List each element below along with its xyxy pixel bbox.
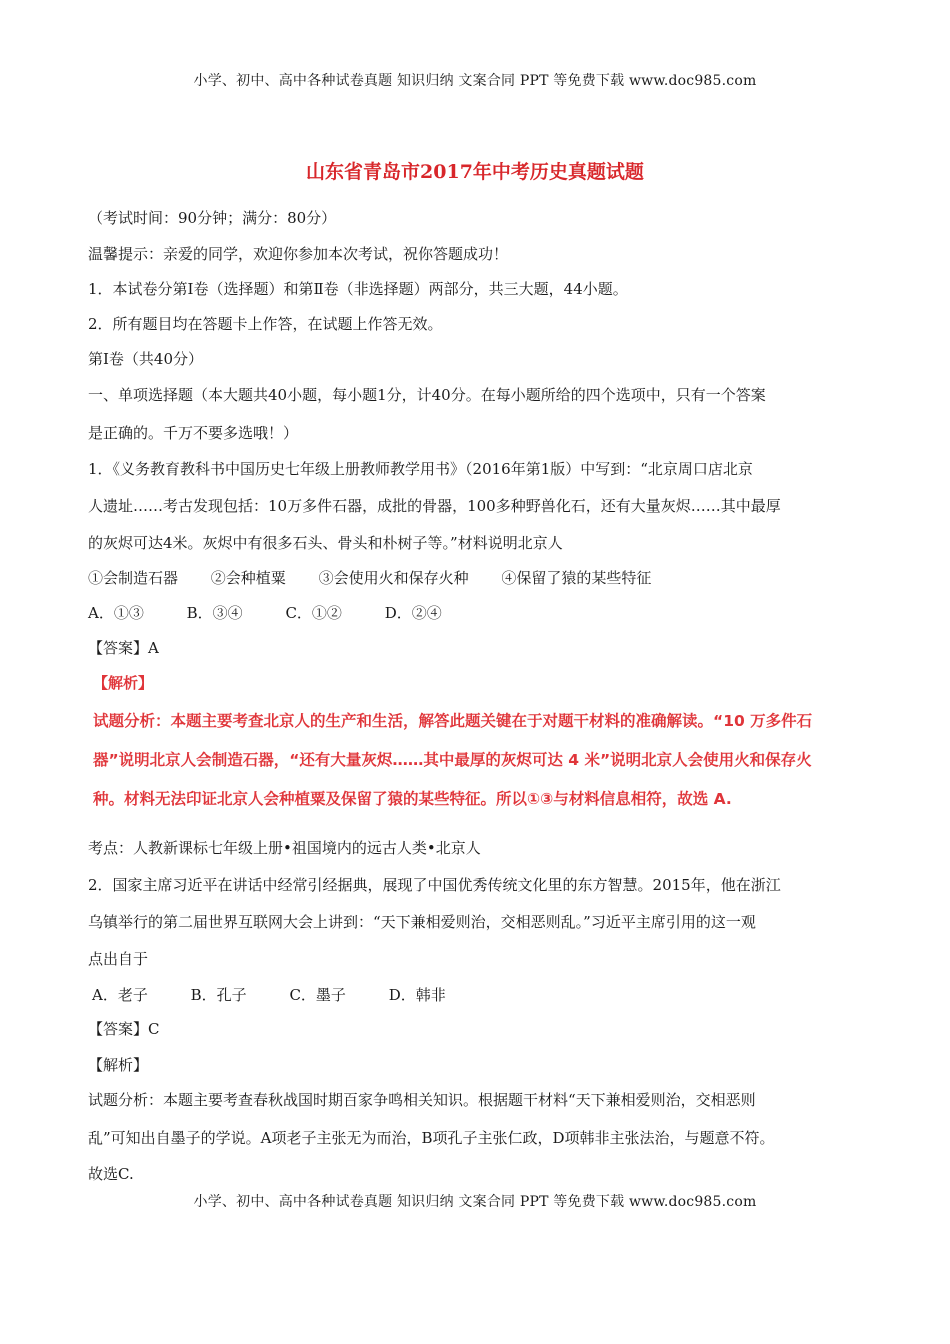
q2-options bbox=[92, 985, 882, 1005]
q1-choices bbox=[88, 568, 878, 588]
exam-info: （考试时间：90分钟；满分：80分） bbox=[88, 209, 337, 227]
q1-option-b: B．③④ bbox=[186, 604, 243, 622]
q2-analysis-line2: 乱”可知出自墨子的学说。A项老子主张无为而治，B项孔子主张仁政，D项韩非主张法治，与题意不符。 bbox=[88, 1129, 775, 1147]
q1-analysis-line2: 器”说明北京人会制造石器，“还有大量灰烬……其中最厚的灰烬可达 4 米”说明北京人会使用火和保存火 bbox=[93, 751, 812, 769]
q2-option-a: A．老子 bbox=[92, 986, 148, 1004]
page-footer: 小学、初中、高中各种试卷真题 知识归纳 文案合同 PPT 等免费下载 www.doc985.com bbox=[193, 1194, 757, 1210]
q1-stem-line3: 的灰烬可达4米。灰烬中有很多石头、骨头和朴树子等。”材料说明北京人 bbox=[88, 534, 563, 552]
part-heading: 第Ⅰ卷（共40分） bbox=[88, 350, 204, 368]
q1-analysis-line1: 试题分析：本题主要考查北京人的生产和生活，解答此题关键在于对题干材料的准确解读。“10 万多件石 bbox=[93, 712, 813, 730]
q1-stem-line1: 1．《义务教育教科书中国历史七年级上册教师教学用书》（2016年第1版）中写到：“北京周口店北京 bbox=[88, 460, 753, 478]
q2-analysis-line1: 试题分析：本题主要考查春秋战国时期百家争鸣相关知识。根据题干材料“天下兼相爱则治，交相恶则 bbox=[88, 1091, 756, 1109]
q2-option-d: D．韩非 bbox=[388, 986, 446, 1004]
q2-stem-line2: 乌镇举行的第二届世界互联网大会上讲到：“天下兼相爱则治，交相恶则乱。”习近平主席引用的这一观 bbox=[88, 913, 756, 931]
q1-analysis-line3: 种。材料无法印证北京人会种植粟及保留了猿的某些特征。所以①③与材料信息相符，故选 A. bbox=[93, 790, 732, 808]
q1-kaodian: 考点：人教新课标七年级上册•祖国境内的远古人类•北京人 bbox=[88, 839, 481, 857]
q1-option-d: D．②④ bbox=[384, 604, 442, 622]
q1-choice-3: ③会使用火和保存火种 bbox=[318, 569, 469, 587]
note-1: 1．本试卷分第Ⅰ卷（选择题）和第Ⅱ卷（非选择题）两部分，共三大题，44小题。 bbox=[88, 280, 628, 298]
q2-answer: 【答案】C bbox=[88, 1020, 160, 1038]
q1-options bbox=[88, 603, 878, 623]
q1-choice-4: ④保留了猿的某些特征 bbox=[501, 569, 652, 587]
q1-stem-line2: 人遗址……考古发现包括：10万多件石器，成批的骨器，100多种野兽化石，还有大量灰烬……其中最厚 bbox=[88, 497, 781, 515]
page-title: 山东省青岛市2017年中考历史真题试题 bbox=[306, 161, 644, 183]
page-header: 小学、初中、高中各种试卷真题 知识归纳 文案合同 PPT 等免费下载 www.doc985.com bbox=[193, 73, 757, 89]
q1-choice-2: ②会种植粟 bbox=[210, 569, 286, 587]
section-instructions: 一、单项选择题（本大题共40小题，每小题1分，计40分。在每小题所给的四个选项中，只有一个答案 bbox=[88, 386, 766, 404]
section-instructions-cont: 是正确的。千万不要多选哦！） bbox=[88, 424, 299, 442]
q1-choice-1: ①会制造石器 bbox=[88, 569, 179, 587]
q1-option-c: C．①② bbox=[285, 604, 342, 622]
q2-option-c: C．墨子 bbox=[289, 986, 346, 1004]
q2-analysis-line3: 故选C. bbox=[88, 1165, 134, 1183]
q2-option-b: B．孔子 bbox=[190, 986, 247, 1004]
q2-analysis-heading: 【解析】 bbox=[88, 1056, 149, 1074]
q1-option-a: A．①③ bbox=[88, 604, 144, 622]
q2-stem-line3: 点出自于 bbox=[88, 950, 149, 968]
tip: 温馨提示：亲爱的同学，欢迎你参加本次考试，祝你答题成功！ bbox=[88, 245, 509, 263]
q2-stem-line1: 2．国家主席习近平在讲话中经常引经据典，展现了中国优秀传统文化里的东方智慧。2015年，他在浙江 bbox=[88, 876, 781, 894]
q1-answer: 【答案】A bbox=[88, 639, 159, 657]
q1-analysis-heading: 【解析】 bbox=[93, 674, 154, 692]
note-2: 2．所有题目均在答题卡上作答，在试题上作答无效。 bbox=[88, 315, 443, 333]
